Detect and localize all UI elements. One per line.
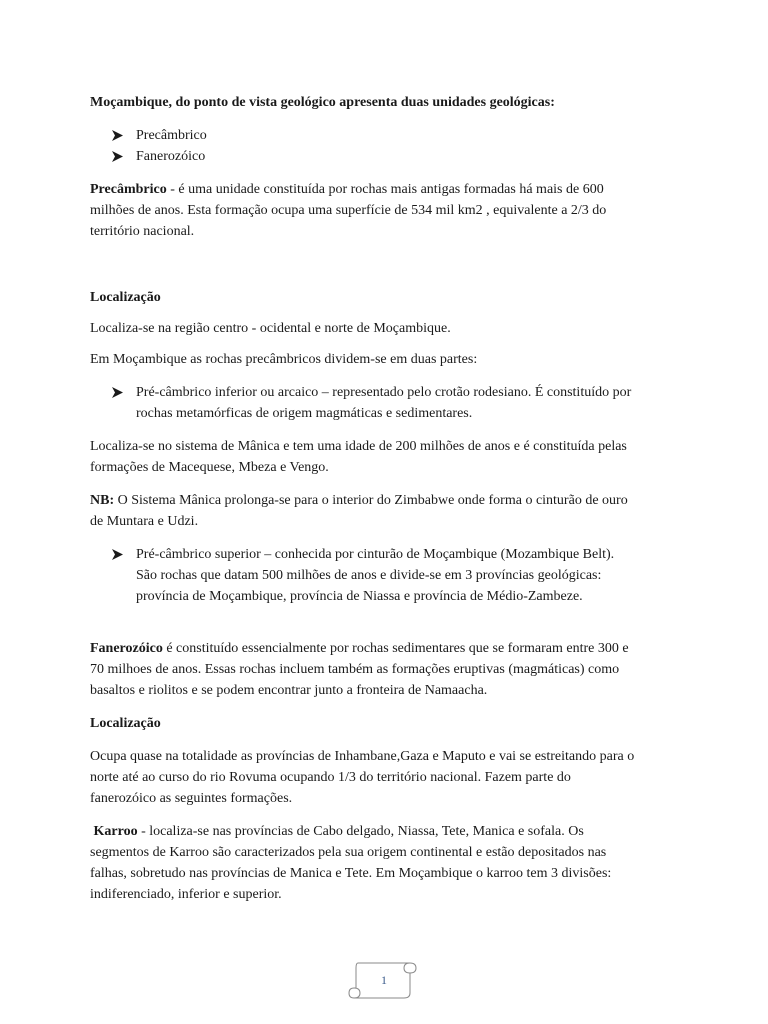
paragraph-line: indiferenciado, inferior e superior.: [90, 887, 282, 902]
arrowhead-bullet-icon: [111, 382, 125, 403]
karroo-paragraph: [90, 821, 678, 905]
paragraph-line: segmentos de Karroo são caracterizados pela sua origem continental e estão depositados nas: [90, 845, 607, 860]
page-number: [346, 955, 420, 1001]
unit-label: Precâmbrico: [136, 128, 207, 143]
localizacao2-paragraph: [90, 746, 678, 809]
arrowhead-bullet-icon: [111, 544, 125, 565]
fanerozoico-term: Fanerozóico: [90, 641, 163, 656]
paragraph-line: província de Moçambique, província de Niassa e província de Médio-Zambeze.: [136, 589, 583, 604]
paragraph-line: - localiza-se nas províncias de Cabo delgado, Niassa, Tete, Manica e sofala. Os: [137, 824, 584, 839]
heading-text: Localização: [90, 716, 161, 731]
manica-paragraph: [90, 436, 678, 478]
fanerozoico-paragraph: [90, 638, 678, 701]
paragraph-line: rochas metamórficas de origem magmáticas e sedimentares.: [136, 406, 473, 421]
paragraph-line: falhas, sobretudo nas províncias de Manica e Tete. Em Moçambique o karroo tem 3 divisões:: [90, 866, 612, 881]
paragraph-line: milhões de anos. Esta formação ocupa uma superfície de 534 mil km2 , equivalente a 2/3 do: [90, 203, 607, 218]
intro-text: Moçambique, do ponto de vista geológico apresenta duas unidades geológicas:: [90, 95, 555, 110]
paragraph-line: Pré-câmbrico inferior ou arcaico – representado pelo crotão rodesiano. É constituído por: [136, 385, 632, 400]
nb-paragraph: [90, 490, 678, 532]
paragraph-line: basaltos e riolitos e se podem encontrar junto a fronteira de Namaacha.: [90, 683, 488, 698]
paragraph-line: norte até ao curso do rio Rovuma ocupando 1/3 do território nacional. Fazem parte do: [90, 770, 571, 785]
paragraph-line: de Muntara e Udzi.: [90, 514, 199, 529]
paragraph-line: São rochas que datam 500 milhões de anos e divide-se em 3 províncias geológicas:: [136, 568, 602, 583]
section-heading: [90, 713, 678, 734]
paragraph-line: formações de Macequese, Mbeza e Vengo.: [90, 460, 329, 475]
paragraph-line: é constituído essencialmente por rochas sedimentares que se formaram entre 300 e: [162, 641, 629, 656]
paragraph-line: 70 milhoes de anos. Essas rochas incluem também as formações eruptivas (magmáticas) como: [90, 662, 620, 677]
list-item-text: [136, 544, 677, 607]
nb-label: NB:: [90, 493, 115, 508]
unit-label: Fanerozóico: [136, 149, 206, 164]
heading-text: Localização: [90, 290, 161, 305]
precambrico-paragraph: [90, 179, 678, 242]
paragraph-line: Localiza-se no sistema de Mânica e tem uma idade de 200 milhões de anos e é constituída pelas: [90, 439, 627, 454]
arrowhead-bullet-icon: [111, 125, 125, 146]
section-heading: [90, 287, 678, 308]
intro-heading: [90, 92, 678, 113]
paragraph-line: fanerozóico as seguintes formações.: [90, 791, 293, 806]
paragraph-line: O Sistema Mânica prolonga-se para o interior do Zimbabwe onde forma o cinturão de ouro: [114, 493, 628, 508]
karroo-term: Karroo: [93, 824, 138, 839]
page-number-text: 1: [381, 973, 387, 987]
paragraph-line: território nacional.: [90, 224, 195, 239]
paragraph-line: Em Moçambique as rochas precâmbricos dividem-se em duas partes:: [90, 352, 478, 367]
arrowhead-bullet-icon: [111, 146, 125, 167]
list-item-text: [136, 382, 677, 424]
paragraph-line: Ocupa quase na totalidade as províncias de Inhambane,Gaza e Maputo e vai se estreitando para o: [90, 749, 635, 764]
paragraph-line: - é uma unidade constituída por rochas mais antigas formadas há mais de 600: [166, 182, 604, 197]
precambrico-term: Precâmbrico: [90, 182, 167, 197]
paragraph-line: Localiza-se na região centro - ocidental e norte de Moçambique.: [90, 321, 451, 336]
paragraph-line: Pré-câmbrico superior – conhecida por cinturão de Moçambique (Mozambique Belt).: [136, 547, 615, 562]
